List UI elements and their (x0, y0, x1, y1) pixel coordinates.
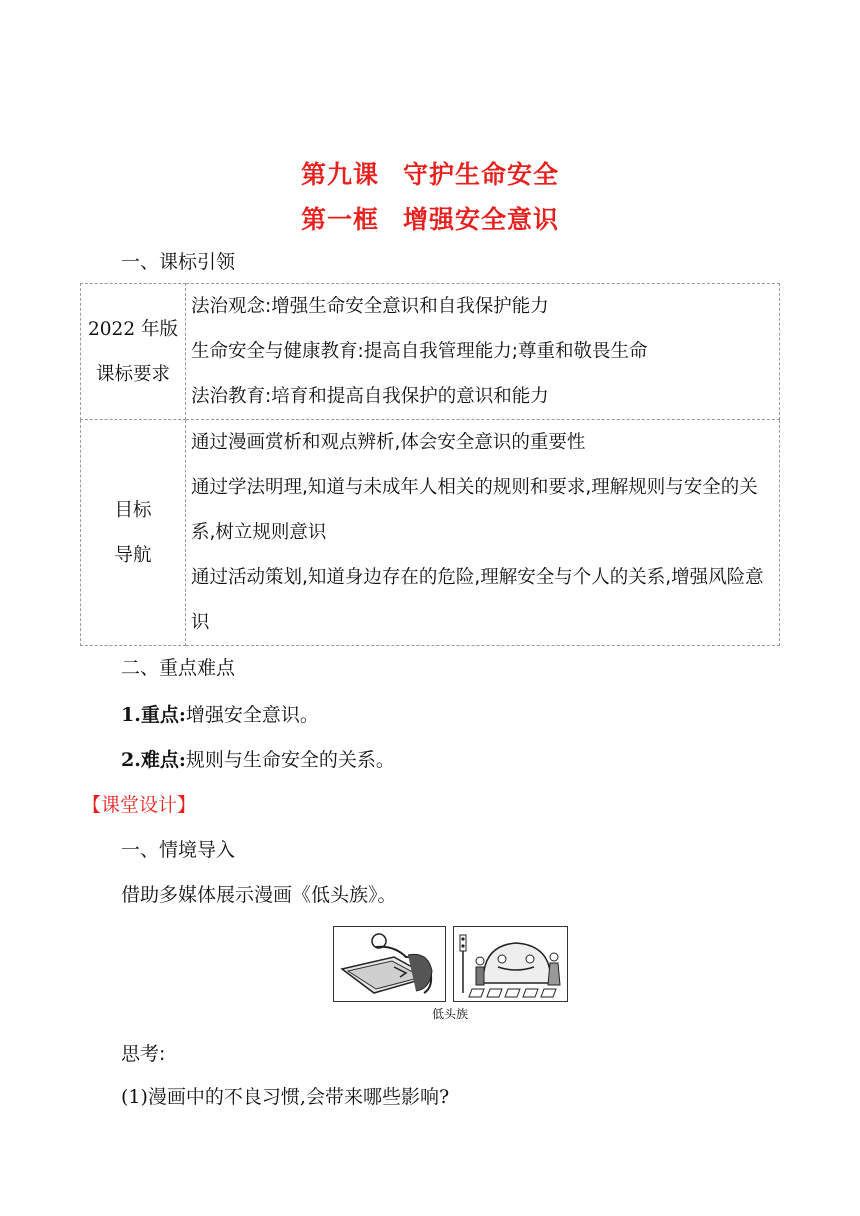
question-1: (1)漫画中的不良习惯,会带来哪些影响? (121, 1086, 450, 1108)
row-content (186, 284, 780, 420)
section-standards-heading: 一、课标引领 (121, 251, 236, 273)
difficult-point-label: 2.难点: (121, 749, 186, 771)
row-label (81, 420, 186, 646)
intro-heading: 一、情境导入 (121, 839, 236, 861)
key-point-label: 1.重点: (121, 704, 186, 726)
row-label-line: 2022 年版 (88, 318, 178, 340)
row-content (186, 420, 780, 646)
key-point (121, 703, 319, 727)
list-item: 通过学法明理,知道与未成年人相关的规则和要求,理解规则与安全的关系,树立规则意识 (191, 477, 758, 543)
frame-title (0, 200, 860, 236)
phone-cartoon-illustration (334, 927, 445, 1001)
section-key-points-heading: 二、重点难点 (121, 657, 236, 679)
difficult-point (121, 748, 395, 772)
list-item: 通过活动策划,知道身边存在的危险,理解安全与个人的关系,增强风险意识 (191, 567, 764, 633)
cartoon-figure (333, 926, 567, 1002)
row-label-line: 导航 (114, 544, 152, 566)
list-item: 生命安全与健康教育:提高自我管理能力;尊重和敬畏生命 (191, 341, 648, 362)
intro-text: 借助多媒体展示漫画《低头族》。 (121, 884, 397, 906)
table-row (81, 420, 780, 646)
table-row (81, 284, 780, 420)
cartoon-panel-phone (333, 926, 446, 1002)
figure-caption: 低头族 (431, 1007, 468, 1021)
standards-table (80, 283, 780, 646)
frame-label: 第一框 (300, 205, 379, 234)
key-point-text: 增强安全意识。 (185, 704, 319, 726)
lesson-title-text: 守护生命安全 (403, 160, 560, 189)
list-item: 法治观念:增强生命安全意识和自我保护能力 (191, 296, 549, 317)
row-label-line: 课标要求 (95, 363, 170, 385)
classroom-design-heading: 【课堂设计】 (82, 794, 197, 816)
lesson-label: 第九课 (300, 160, 379, 189)
row-label (81, 284, 186, 420)
think-label: 思考: (121, 1043, 166, 1065)
list-item: 法治教育:培育和提高自我保护的意识和能力 (191, 386, 549, 407)
street-cartoon-illustration (454, 927, 567, 1001)
frame-title-text: 增强安全意识 (403, 205, 560, 234)
difficult-point-text: 规则与生命安全的关系。 (185, 749, 395, 771)
row-label-line: 目标 (114, 499, 152, 521)
cartoon-panel-street (453, 926, 568, 1002)
lesson-title (0, 155, 860, 191)
list-item: 通过漫画赏析和观点辨析,体会安全意识的重要性 (191, 432, 586, 453)
